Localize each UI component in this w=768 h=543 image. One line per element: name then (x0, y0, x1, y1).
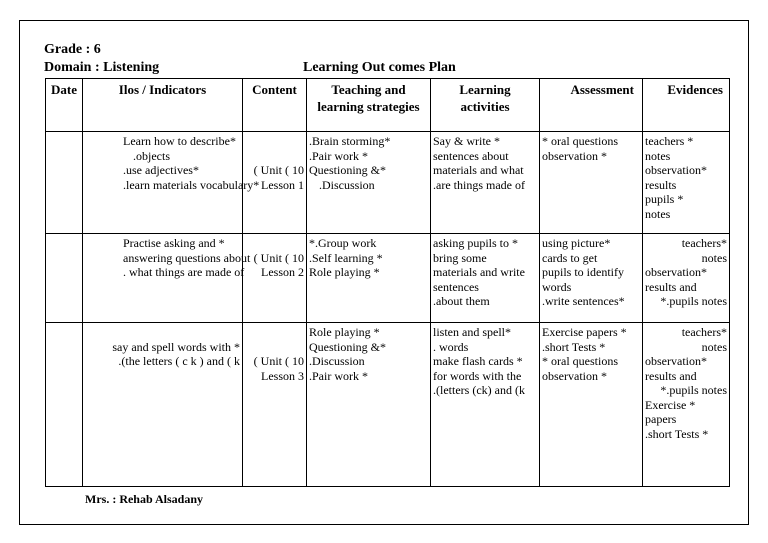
col-header-date: Date (46, 79, 83, 132)
page-title: Learning Out comes Plan (303, 60, 456, 75)
assessment-cell: using picture* cards to get pupils to identify words .write sentences* (540, 234, 643, 323)
content-cell: ( Unit ( 10 Lesson 1 (243, 132, 307, 234)
col-header-ilos: Ilos / Indicators (83, 79, 243, 132)
assessment-cell: Exercise papers * .short Tests * * oral questions observation * (540, 323, 643, 487)
col-header-teaching: Teaching and learning strategies (307, 79, 431, 132)
activities-cell: listen and spell* . words make flash cards * for words with the .(letters (ck) and (k (431, 323, 540, 487)
teaching-cell: Role playing * Questioning &* .Discussion .Pair work * (307, 323, 431, 487)
table-row (46, 234, 730, 323)
ilos-cell: say and spell words with * .(the letters ( c k ) and ( k (83, 323, 243, 487)
col-header-assessment: Assessment (540, 79, 643, 132)
domain-label: Domain : Listening (44, 60, 160, 75)
activities-cell: Say & write * sentences about materials and what .are things made of (431, 132, 540, 234)
evidences-cell: teachers* notes observation* results and *.pupils notes (643, 234, 730, 323)
activities-cell: asking pupils to * bring some materials and write sentences .about them (431, 234, 540, 323)
assessment-cell: * oral questions observation * (540, 132, 643, 234)
evidences-cell: teachers* notes observation* results and *.pupils notes Exercise * papers .short Tests * (643, 323, 730, 487)
date-cell (46, 234, 83, 323)
col-header-activities: Learning activities (431, 79, 540, 132)
date-cell (46, 132, 83, 234)
ilos-cell: Learn how to describe* .objects .use adjectives* .learn materials vocabulary* (83, 132, 243, 234)
learning-outcomes-table (45, 78, 730, 487)
col-header-evidences: Evidences (643, 79, 730, 132)
date-cell (46, 323, 83, 487)
teaching-cell: *.Group work .Self learning * Role playing * (307, 234, 431, 323)
teaching-cell: .Brain storming* .Pair work * Questioning &* .Discussion (307, 132, 431, 234)
grade-label: Grade : 6 (44, 42, 101, 57)
evidences-cell: teachers * notes observation* results pupils * notes (643, 132, 730, 234)
teacher-signature: Mrs. : Rehab Alsadany (85, 492, 204, 506)
table-row (46, 323, 730, 487)
content-cell: ( Unit ( 10 Lesson 3 (243, 323, 307, 487)
ilos-cell: Practise asking and * answering questions about . what things are made of (83, 234, 243, 323)
table-header-row (46, 79, 730, 132)
content-cell: ( Unit ( 10 Lesson 2 (243, 234, 307, 323)
col-header-content: Content (243, 79, 307, 132)
table-row (46, 132, 730, 234)
